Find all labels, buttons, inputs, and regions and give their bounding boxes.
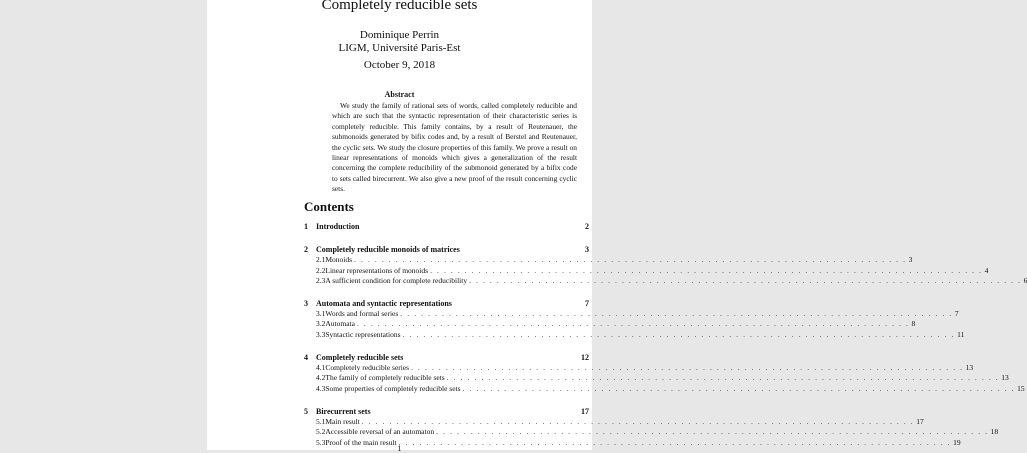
toc-subsection-title: Proof of the main result [325,437,397,447]
toc-subsection-page: 13 [965,363,974,373]
toc-subsection-entry[interactable] [304,264,989,275]
paper-page [207,0,1027,453]
toc-dot-leader: . . . . . . . . . . . . . . . . . . . . . . . . . . . . . . . . . . . . . . . . . . . . . . . . . . . . . . . . . . . . . . . . . . . . . . . . . . . . . . . . [361,416,915,426]
toc-subsection-title: Automata [325,319,355,329]
toc-subsection-number: 3.3 [316,329,326,339]
toc-subsection-page: 7 [954,309,959,319]
abstract-text: We study the family of rational sets of words, called completely reducible and which are such that the syntactic representation of their characteristic series is completely reducible. This family contains, by a result of Reutenauer, the submonoids generated by bifix codes and, by a result of Berstel and Reutenauer, the cyclic sets. We study the closure properties of this family. We prove a result on linear representations of monoids which gives a generalization of the result concerning the complete reducibility of the submonoid generated by a bifix code to sets called birecurrent. We also give a new proof of the result concerning cyclic sets. [332,101,577,194]
toc-section-title: Birecurrent sets [316,406,371,416]
toc-subsection-page: 3 [908,255,913,265]
toc-section-number: 3 [304,298,308,308]
toc-subsection-title: Accessible reversal of an automaton [325,427,435,437]
toc-subsection-number: 3.2 [316,319,326,329]
toc-section-title: Completely reducible monoids of matrices [316,245,460,254]
toc-subsection-entry[interactable] [304,382,1025,393]
toc-section-page: 17 [581,406,589,416]
toc-subsection-title: Completely reducible series [325,363,410,373]
toc-dot-leader: . . . . . . . . . . . . . . . . . . . . . . . . . . . . . . . . . . . . . . . . . . . . . . . . . . . . . . . . . . . . . . . . . . . . . . . . . . . . . . . . [446,373,1000,383]
toc-subsection-page: 11 [957,329,965,339]
toc-section-number: 1 [304,222,308,231]
toc-section-title: Completely reducible sets [316,352,404,362]
toc-subsection-number: 4.1 [316,363,326,373]
toc-subsection-title: Main result [325,416,360,426]
toc-section-page: 7 [585,298,589,308]
toc-section-number: 2 [304,245,308,254]
toc-subsection-number: 5.3 [316,437,326,447]
toc-dot-leader: . . . . . . . . . . . . . . . . . . . . . . . . . . . . . . . . . . . . . . . . . . . . . . . . . . . . . . . . . . . . . . . . . . . . . . . . . . . . . . . . [462,383,1016,393]
toc-subsection-entry[interactable] [304,426,999,437]
toc-subsection-number: 2.3 [316,275,326,285]
contents-heading: Contents [304,199,354,214]
paper-date: October 9, 2018 [363,59,436,71]
toc-subsection-page: 17 [916,416,924,426]
toc-subsection-title: The family of completely reducible sets [325,373,445,383]
toc-section-number: 5 [304,406,308,416]
toc-section-title: Introduction [316,222,360,231]
toc-subsection-title: A sufficient condition for complete reducibility [325,275,468,285]
toc-subsection-page: 19 [953,437,961,447]
toc-section-page: 3 [585,245,589,254]
toc-section-title: Automata and syntactic representations [316,298,452,308]
toc-section-entry[interactable] [304,243,589,254]
toc-subsection-number: 2.1 [316,255,326,265]
toc-subsection-number: 2.2 [316,265,326,275]
toc-subsection-entry[interactable] [304,372,1009,383]
table-of-contents [304,220,1027,447]
abstract-heading: Abstract [384,90,415,99]
toc-subsection-number: 5.1 [316,416,326,426]
toc-dot-leader: . . . . . . . . . . . . . . . . . . . . . . . . . . . . . . . . . . . . . . . . . . . . . . . . . . . . . . . . . . . . . . . . . . . . . . . . . . . . . . . . [411,363,964,373]
toc-dot-leader: . . . . . . . . . . . . . . . . . . . . . . . . . . . . . . . . . . . . . . . . . . . . . . . . . . . . . . . . . . . . . . . . . . . . . . . . . . . . . . . . [436,427,989,437]
author-name: Dominique Perrin [359,29,440,41]
toc-dot-leader: . . . . . . . . . . . . . . . . . . . . . . . . . . . . . . . . . . . . . . . . . . . . . . . . . . . . . . . . . . . . . . . . . . . . . . . . . . . . . . . . [430,265,983,275]
toc-subsection-entry[interactable] [304,416,924,426]
toc-subsection-title: Linear representations of monoids [325,265,429,275]
toc-subsection-number: 3.1 [316,309,326,319]
toc-subsection-page: 13 [1001,373,1009,383]
toc-dot-leader: . . . . . . . . . . . . . . . . . . . . . . . . . . . . . . . . . . . . . . . . . . . . . . . . . . . . . . . . . . . . . . . . . . . . . . . . . . . . . . . . [398,437,952,447]
toc-dot-leader: . . . . . . . . . . . . . . . . . . . . . . . . . . . . . . . . . . . . . . . . . . . . . . . . . . . . . . . . . . . . . . . . . . . . . . . . . . . . . . . . [354,255,907,265]
toc-subsection-entry[interactable] [304,308,959,319]
toc-subsection-entry[interactable] [304,275,1027,285]
toc-section-page: 2 [585,222,589,231]
toc-subsection-entry[interactable] [304,362,974,373]
toc-dot-leader: . . . . . . . . . . . . . . . . . . . . . . . . . . . . . . . . . . . . . . . . . . . . . . . . . . . . . . . . . . . . . . . . . . . . . . . . . . . . . . . . [400,309,953,319]
toc-dot-leader: . . . . . . . . . . . . . . . . . . . . . . . . . . . . . . . . . . . . . . . . . . . . . . . . . . . . . . . . . . . . . . . . . . . . . . . . . . . . . . . . [356,319,910,329]
paper-title: Completely reducible sets [321,0,478,13]
toc-section-entry[interactable] [304,220,589,231]
toc-subsection-title: Words and formal series [325,309,399,319]
toc-subsection-page: 4 [984,265,989,275]
toc-subsection-page: 15 [1017,383,1025,393]
toc-subsection-number: 4.3 [316,383,326,393]
toc-subsection-number: 5.2 [316,427,326,437]
toc-dot-leader: . . . . . . . . . . . . . . . . . . . . . . . . . . . . . . . . . . . . . . . . . . . . . . . . . . . . . . . . . . . . . . . . . . . . . . . . . . . . . . . . [469,275,1022,285]
toc-subsection-entry[interactable] [304,254,913,265]
toc-section-entry[interactable] [304,297,589,308]
toc-subsection-title: Some properties of completely reducible sets [325,383,461,393]
page-number: 1 [397,444,402,453]
toc-subsection-page: 6 [1023,275,1027,285]
toc-subsection-entry[interactable] [304,318,916,329]
toc-subsection-entry[interactable] [304,328,965,339]
author-affiliation: LIGM, Université Paris-Est [338,42,461,54]
toc-section-page: 12 [581,352,589,362]
toc-subsection-page: 18 [990,427,999,437]
toc-section-number: 4 [304,352,308,362]
toc-section-entry[interactable] [304,405,589,416]
toc-dot-leader: . . . . . . . . . . . . . . . . . . . . . . . . . . . . . . . . . . . . . . . . . . . . . . . . . . . . . . . . . . . . . . . . . . . . . . . . . . . . . . . . [402,329,956,339]
toc-section-entry[interactable] [304,351,589,362]
toc-subsection-number: 4.2 [316,373,326,383]
toc-subsection-title: Syntactic representations [325,329,401,339]
toc-subsection-page: 8 [911,319,916,329]
toc-subsection-title: Monoids [325,255,353,265]
